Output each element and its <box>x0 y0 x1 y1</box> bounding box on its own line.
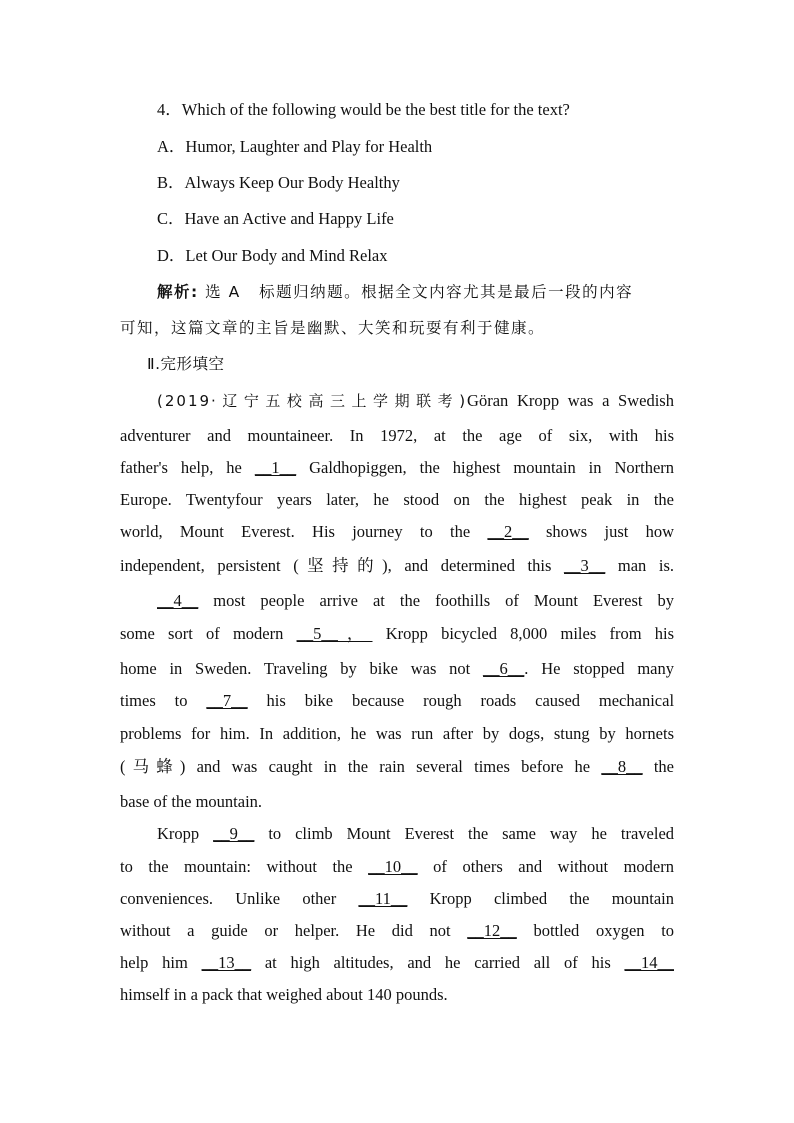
passage-line: world, Mount Everest. His journey to the __2__ shows just how <box>120 522 674 541</box>
option-a: A．Humor, Laughter and Play for Health <box>157 137 433 156</box>
blank-11: __11__ <box>358 889 408 908</box>
analysis-text: 标题归纳题。根据全文内容尤其是最后一段的内容 <box>259 283 634 301</box>
passage-source: (2019·辽宁五校高三上学期联考) <box>157 392 468 410</box>
blank-5: __5__， <box>296 624 373 643</box>
passage-line: himself in a pack that weighed about 140 pounds. <box>120 985 448 1004</box>
passage-line: __4__ most people arrive at the foothills of Mount Everest by <box>157 591 674 610</box>
blank-8: __8__ <box>601 757 643 776</box>
section-title: Ⅱ.完形填空 <box>147 355 225 373</box>
option-c: C．Have an Active and Happy Life <box>157 209 394 228</box>
analysis-line-2: 可知，这篇文章的主旨是幽默、大笑和玩耍有利于健康。 <box>120 319 546 337</box>
blank-1: __1__ <box>254 458 297 477</box>
passage-line: Europe. Twentyfour years later, he stood on the highest peak in the <box>120 490 674 509</box>
passage-line: home in Sweden. Traveling by bike was not __6__. He stopped many <box>120 659 674 678</box>
analysis-label: 解析: <box>157 283 199 301</box>
passage-line: times to __7__ his bike because rough roads caused mechanical <box>120 691 674 710</box>
passage-line: without a guide or helper. He did not __12__ bottled oxygen to <box>120 921 674 940</box>
blank-9: __9__ <box>213 824 255 843</box>
blank-12: __12__ <box>467 921 517 940</box>
passage-line: (2019·辽宁五校高三上学期联考)Göran Kropp was a Swedish <box>157 391 674 410</box>
blank-3: __3__ <box>564 556 606 575</box>
passage-line: adventurer and mountaineer. In 1972, at the age of six, with his <box>120 426 674 445</box>
passage-line: help him __13__ at high altitudes, and he carried all of his __14__ <box>120 953 674 972</box>
blank-10: __10__ <box>368 857 418 876</box>
passage-line: to the mountain: without the __10__ of others and without modern <box>120 857 674 876</box>
passage-line: father's help, he __1__ Galdhopiggen, the highest mountain in Northern <box>120 458 674 477</box>
blank-6: __6__ <box>483 659 525 678</box>
blank-7: __7__ <box>206 691 248 710</box>
blank-14: __14__ <box>624 953 674 972</box>
passage-line: (马蜂) and was caught in the rain several times before he __8__ the <box>120 757 674 776</box>
passage-line: base of the mountain. <box>120 792 263 811</box>
analysis-line-1 <box>157 282 633 302</box>
blank-13: __13__ <box>201 953 252 972</box>
passage-line: some sort of modern __5__， Kropp bicycled 8,000 miles from his <box>120 624 674 643</box>
blank-4: __4__ <box>157 591 199 610</box>
question-stem: 4．Which of the following would be the best title for the text? <box>157 100 570 119</box>
passage-line: Kropp __9__ to climb Mount Everest the same way he traveled <box>157 824 674 843</box>
option-b: B．Always Keep Our Body Healthy <box>157 173 400 192</box>
passage-line: problems for him. In addition, he was run after by dogs, stung by hornets <box>120 724 674 743</box>
option-d: D．Let Our Body and Mind Relax <box>157 246 388 265</box>
passage-line: independent, persistent (坚持的), and determined this __3__ man is. <box>120 556 674 575</box>
blank-2: __2__ <box>487 522 529 541</box>
analysis-answer: 选 A <box>205 283 241 301</box>
passage-line: conveniences. Unlike other __11__ Kropp climbed the mountain <box>120 889 674 908</box>
